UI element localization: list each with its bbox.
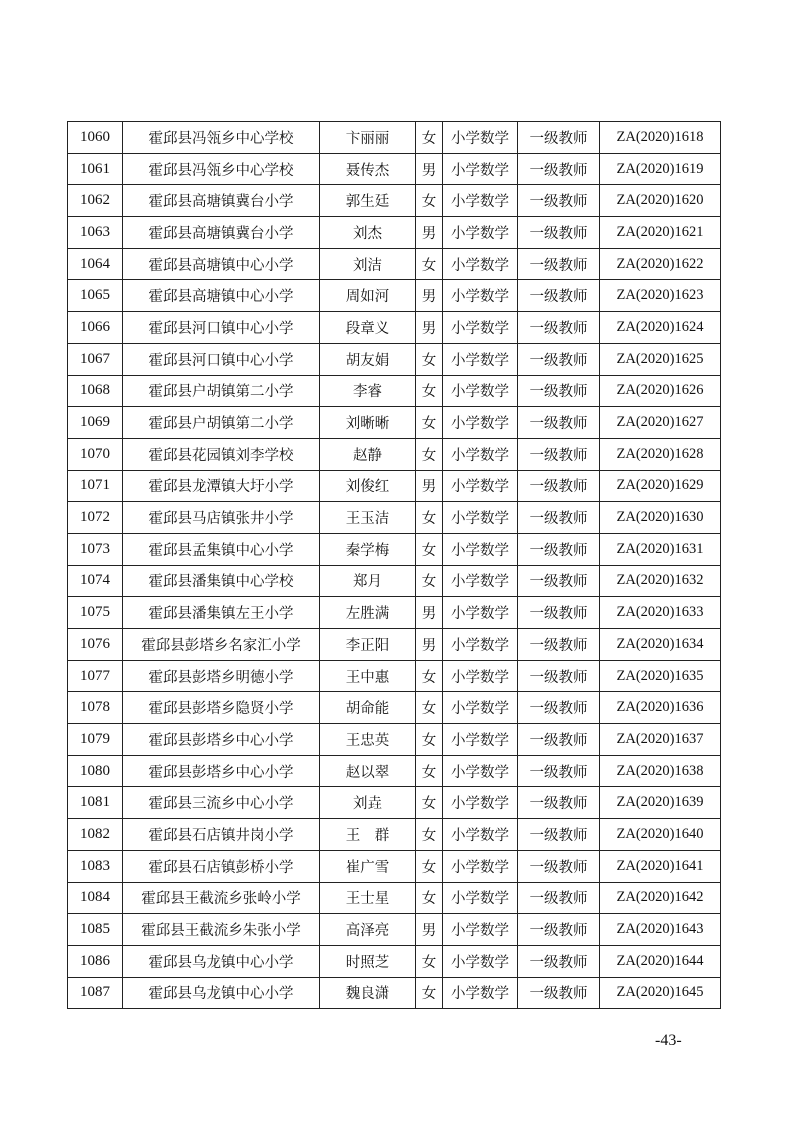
subject-cell: 小学数学 bbox=[443, 122, 518, 154]
table-row bbox=[68, 217, 721, 249]
teacher-name-cell: 高泽亮 bbox=[320, 914, 416, 946]
row-number-cell: 1079 bbox=[68, 724, 123, 756]
table-row bbox=[68, 629, 721, 661]
subject-cell: 小学数学 bbox=[443, 819, 518, 851]
row-number-cell: 1081 bbox=[68, 787, 123, 819]
school-cell: 霍邱县王截流乡朱张小学 bbox=[123, 914, 320, 946]
teacher-name-cell: 李睿 bbox=[320, 375, 416, 407]
table-row bbox=[68, 375, 721, 407]
subject-cell: 小学数学 bbox=[443, 977, 518, 1009]
table-row bbox=[68, 248, 721, 280]
subject-cell: 小学数学 bbox=[443, 597, 518, 629]
gender-cell: 女 bbox=[416, 882, 443, 914]
table-row bbox=[68, 724, 721, 756]
gender-cell: 男 bbox=[416, 280, 443, 312]
teacher-name-cell: 胡友娟 bbox=[320, 343, 416, 375]
title-cell: 一级教师 bbox=[518, 438, 600, 470]
table-row bbox=[68, 343, 721, 375]
table-row bbox=[68, 407, 721, 439]
row-number-cell: 1087 bbox=[68, 977, 123, 1009]
school-cell: 霍邱县高塘镇中心小学 bbox=[123, 280, 320, 312]
row-number-cell: 1076 bbox=[68, 629, 123, 661]
teacher-name-cell: 赵静 bbox=[320, 438, 416, 470]
title-cell: 一级教师 bbox=[518, 977, 600, 1009]
teacher-name-cell: 刘晰晰 bbox=[320, 407, 416, 439]
table-row bbox=[68, 692, 721, 724]
certificate-number-cell: ZA(2020)1624 bbox=[600, 312, 721, 344]
table-row bbox=[68, 945, 721, 977]
subject-cell: 小学数学 bbox=[443, 185, 518, 217]
gender-cell: 女 bbox=[416, 185, 443, 217]
row-number-cell: 1065 bbox=[68, 280, 123, 312]
subject-cell: 小学数学 bbox=[443, 470, 518, 502]
subject-cell: 小学数学 bbox=[443, 692, 518, 724]
school-cell: 霍邱县石店镇井岗小学 bbox=[123, 819, 320, 851]
subject-cell: 小学数学 bbox=[443, 724, 518, 756]
school-cell: 霍邱县冯瓴乡中心学校 bbox=[123, 122, 320, 154]
school-cell: 霍邱县石店镇彭桥小学 bbox=[123, 850, 320, 882]
title-cell: 一级教师 bbox=[518, 692, 600, 724]
row-number-cell: 1077 bbox=[68, 660, 123, 692]
school-cell: 霍邱县龙潭镇大圩小学 bbox=[123, 470, 320, 502]
teacher-name-cell: 王士星 bbox=[320, 882, 416, 914]
certificate-number-cell: ZA(2020)1621 bbox=[600, 217, 721, 249]
table-row bbox=[68, 787, 721, 819]
subject-cell: 小学数学 bbox=[443, 438, 518, 470]
school-cell: 霍邱县彭塔乡隐贤小学 bbox=[123, 692, 320, 724]
table-row bbox=[68, 819, 721, 851]
teacher-name-cell: 胡命能 bbox=[320, 692, 416, 724]
certificate-number-cell: ZA(2020)1622 bbox=[600, 248, 721, 280]
title-cell: 一级教师 bbox=[518, 470, 600, 502]
title-cell: 一级教师 bbox=[518, 502, 600, 534]
row-number-cell: 1064 bbox=[68, 248, 123, 280]
title-cell: 一级教师 bbox=[518, 407, 600, 439]
row-number-cell: 1084 bbox=[68, 882, 123, 914]
subject-cell: 小学数学 bbox=[443, 217, 518, 249]
gender-cell: 男 bbox=[416, 217, 443, 249]
gender-cell: 女 bbox=[416, 375, 443, 407]
certificate-number-cell: ZA(2020)1645 bbox=[600, 977, 721, 1009]
gender-cell: 女 bbox=[416, 755, 443, 787]
gender-cell: 女 bbox=[416, 122, 443, 154]
gender-cell: 男 bbox=[416, 914, 443, 946]
teacher-name-cell: 卞丽丽 bbox=[320, 122, 416, 154]
subject-cell: 小学数学 bbox=[443, 945, 518, 977]
certificate-number-cell: ZA(2020)1619 bbox=[600, 153, 721, 185]
row-number-cell: 1085 bbox=[68, 914, 123, 946]
title-cell: 一级教师 bbox=[518, 533, 600, 565]
teacher-name-cell: 刘俊红 bbox=[320, 470, 416, 502]
title-cell: 一级教师 bbox=[518, 724, 600, 756]
teacher-name-cell: 王 群 bbox=[320, 819, 416, 851]
title-cell: 一级教师 bbox=[518, 660, 600, 692]
row-number-cell: 1078 bbox=[68, 692, 123, 724]
row-number-cell: 1075 bbox=[68, 597, 123, 629]
teacher-name-cell: 刘洁 bbox=[320, 248, 416, 280]
table-row bbox=[68, 438, 721, 470]
table-row bbox=[68, 280, 721, 312]
title-cell: 一级教师 bbox=[518, 280, 600, 312]
school-cell: 霍邱县马店镇张井小学 bbox=[123, 502, 320, 534]
subject-cell: 小学数学 bbox=[443, 787, 518, 819]
school-cell: 霍邱县孟集镇中心小学 bbox=[123, 533, 320, 565]
subject-cell: 小学数学 bbox=[443, 407, 518, 439]
row-number-cell: 1083 bbox=[68, 850, 123, 882]
gender-cell: 女 bbox=[416, 533, 443, 565]
subject-cell: 小学数学 bbox=[443, 660, 518, 692]
gender-cell: 女 bbox=[416, 438, 443, 470]
gender-cell: 女 bbox=[416, 407, 443, 439]
school-cell: 霍邱县三流乡中心小学 bbox=[123, 787, 320, 819]
table-row bbox=[68, 660, 721, 692]
school-cell: 霍邱县彭塔乡明德小学 bbox=[123, 660, 320, 692]
certificate-number-cell: ZA(2020)1641 bbox=[600, 850, 721, 882]
title-cell: 一级教师 bbox=[518, 122, 600, 154]
teacher-list-table bbox=[67, 121, 721, 1009]
row-number-cell: 1073 bbox=[68, 533, 123, 565]
certificate-number-cell: ZA(2020)1638 bbox=[600, 755, 721, 787]
table-row bbox=[68, 850, 721, 882]
title-cell: 一级教师 bbox=[518, 312, 600, 344]
row-number-cell: 1080 bbox=[68, 755, 123, 787]
gender-cell: 男 bbox=[416, 470, 443, 502]
teacher-name-cell: 秦学梅 bbox=[320, 533, 416, 565]
teacher-name-cell: 崔广雪 bbox=[320, 850, 416, 882]
title-cell: 一级教师 bbox=[518, 819, 600, 851]
certificate-number-cell: ZA(2020)1625 bbox=[600, 343, 721, 375]
teacher-name-cell: 王玉洁 bbox=[320, 502, 416, 534]
certificate-number-cell: ZA(2020)1629 bbox=[600, 470, 721, 502]
gender-cell: 女 bbox=[416, 248, 443, 280]
school-cell: 霍邱县高塘镇冀台小学 bbox=[123, 185, 320, 217]
subject-cell: 小学数学 bbox=[443, 533, 518, 565]
teacher-name-cell: 周如河 bbox=[320, 280, 416, 312]
school-cell: 霍邱县潘集镇中心学校 bbox=[123, 565, 320, 597]
title-cell: 一级教师 bbox=[518, 153, 600, 185]
table-row bbox=[68, 312, 721, 344]
certificate-number-cell: ZA(2020)1626 bbox=[600, 375, 721, 407]
certificate-number-cell: ZA(2020)1632 bbox=[600, 565, 721, 597]
school-cell: 霍邱县乌龙镇中心小学 bbox=[123, 977, 320, 1009]
school-cell: 霍邱县河口镇中心小学 bbox=[123, 312, 320, 344]
subject-cell: 小学数学 bbox=[443, 629, 518, 661]
row-number-cell: 1068 bbox=[68, 375, 123, 407]
table-row bbox=[68, 565, 721, 597]
subject-cell: 小学数学 bbox=[443, 375, 518, 407]
certificate-number-cell: ZA(2020)1633 bbox=[600, 597, 721, 629]
certificate-number-cell: ZA(2020)1637 bbox=[600, 724, 721, 756]
table-body bbox=[68, 122, 721, 1009]
teacher-name-cell: 刘杰 bbox=[320, 217, 416, 249]
gender-cell: 女 bbox=[416, 819, 443, 851]
teacher-name-cell: 郑月 bbox=[320, 565, 416, 597]
title-cell: 一级教师 bbox=[518, 343, 600, 375]
gender-cell: 女 bbox=[416, 565, 443, 597]
certificate-number-cell: ZA(2020)1628 bbox=[600, 438, 721, 470]
gender-cell: 女 bbox=[416, 343, 443, 375]
title-cell: 一级教师 bbox=[518, 629, 600, 661]
subject-cell: 小学数学 bbox=[443, 280, 518, 312]
table-row bbox=[68, 502, 721, 534]
row-number-cell: 1070 bbox=[68, 438, 123, 470]
subject-cell: 小学数学 bbox=[443, 755, 518, 787]
row-number-cell: 1060 bbox=[68, 122, 123, 154]
gender-cell: 女 bbox=[416, 660, 443, 692]
school-cell: 霍邱县彭塔乡名家汇小学 bbox=[123, 629, 320, 661]
subject-cell: 小学数学 bbox=[443, 248, 518, 280]
school-cell: 霍邱县乌龙镇中心小学 bbox=[123, 945, 320, 977]
row-number-cell: 1071 bbox=[68, 470, 123, 502]
table-row bbox=[68, 153, 721, 185]
row-number-cell: 1069 bbox=[68, 407, 123, 439]
row-number-cell: 1082 bbox=[68, 819, 123, 851]
title-cell: 一级教师 bbox=[518, 185, 600, 217]
table-row bbox=[68, 533, 721, 565]
gender-cell: 女 bbox=[416, 977, 443, 1009]
certificate-number-cell: ZA(2020)1636 bbox=[600, 692, 721, 724]
row-number-cell: 1072 bbox=[68, 502, 123, 534]
certificate-number-cell: ZA(2020)1623 bbox=[600, 280, 721, 312]
teacher-name-cell: 时照芝 bbox=[320, 945, 416, 977]
table-row bbox=[68, 122, 721, 154]
subject-cell: 小学数学 bbox=[443, 565, 518, 597]
table-row bbox=[68, 470, 721, 502]
certificate-number-cell: ZA(2020)1618 bbox=[600, 122, 721, 154]
teacher-name-cell: 王中惠 bbox=[320, 660, 416, 692]
table-row bbox=[68, 597, 721, 629]
certificate-number-cell: ZA(2020)1634 bbox=[600, 629, 721, 661]
teacher-name-cell: 段章义 bbox=[320, 312, 416, 344]
certificate-number-cell: ZA(2020)1630 bbox=[600, 502, 721, 534]
row-number-cell: 1061 bbox=[68, 153, 123, 185]
title-cell: 一级教师 bbox=[518, 882, 600, 914]
teacher-name-cell: 魏良潇 bbox=[320, 977, 416, 1009]
certificate-number-cell: ZA(2020)1643 bbox=[600, 914, 721, 946]
school-cell: 霍邱县王截流乡张岭小学 bbox=[123, 882, 320, 914]
gender-cell: 女 bbox=[416, 945, 443, 977]
title-cell: 一级教师 bbox=[518, 217, 600, 249]
subject-cell: 小学数学 bbox=[443, 312, 518, 344]
gender-cell: 男 bbox=[416, 629, 443, 661]
title-cell: 一级教师 bbox=[518, 248, 600, 280]
table-row bbox=[68, 914, 721, 946]
gender-cell: 女 bbox=[416, 787, 443, 819]
row-number-cell: 1063 bbox=[68, 217, 123, 249]
title-cell: 一级教师 bbox=[518, 850, 600, 882]
title-cell: 一级教师 bbox=[518, 597, 600, 629]
school-cell: 霍邱县高塘镇冀台小学 bbox=[123, 217, 320, 249]
teacher-name-cell: 李正阳 bbox=[320, 629, 416, 661]
certificate-number-cell: ZA(2020)1627 bbox=[600, 407, 721, 439]
title-cell: 一级教师 bbox=[518, 914, 600, 946]
school-cell: 霍邱县冯瓴乡中心学校 bbox=[123, 153, 320, 185]
row-number-cell: 1074 bbox=[68, 565, 123, 597]
subject-cell: 小学数学 bbox=[443, 502, 518, 534]
teacher-name-cell: 郭生廷 bbox=[320, 185, 416, 217]
certificate-number-cell: ZA(2020)1640 bbox=[600, 819, 721, 851]
school-cell: 霍邱县花园镇刘李学校 bbox=[123, 438, 320, 470]
table-row bbox=[68, 882, 721, 914]
row-number-cell: 1086 bbox=[68, 945, 123, 977]
gender-cell: 男 bbox=[416, 153, 443, 185]
certificate-number-cell: ZA(2020)1631 bbox=[600, 533, 721, 565]
gender-cell: 女 bbox=[416, 850, 443, 882]
certificate-number-cell: ZA(2020)1642 bbox=[600, 882, 721, 914]
table-row bbox=[68, 185, 721, 217]
subject-cell: 小学数学 bbox=[443, 343, 518, 375]
teacher-name-cell: 刘垚 bbox=[320, 787, 416, 819]
subject-cell: 小学数学 bbox=[443, 882, 518, 914]
row-number-cell: 1067 bbox=[68, 343, 123, 375]
school-cell: 霍邱县户胡镇第二小学 bbox=[123, 407, 320, 439]
certificate-number-cell: ZA(2020)1639 bbox=[600, 787, 721, 819]
teacher-name-cell: 左胜满 bbox=[320, 597, 416, 629]
teacher-name-cell: 王忠英 bbox=[320, 724, 416, 756]
school-cell: 霍邱县彭塔乡中心小学 bbox=[123, 755, 320, 787]
gender-cell: 男 bbox=[416, 312, 443, 344]
gender-cell: 男 bbox=[416, 597, 443, 629]
school-cell: 霍邱县潘集镇左王小学 bbox=[123, 597, 320, 629]
table-row bbox=[68, 755, 721, 787]
title-cell: 一级教师 bbox=[518, 787, 600, 819]
title-cell: 一级教师 bbox=[518, 755, 600, 787]
certificate-number-cell: ZA(2020)1620 bbox=[600, 185, 721, 217]
subject-cell: 小学数学 bbox=[443, 850, 518, 882]
school-cell: 霍邱县彭塔乡中心小学 bbox=[123, 724, 320, 756]
table-row bbox=[68, 977, 721, 1009]
teacher-name-cell: 聂传杰 bbox=[320, 153, 416, 185]
title-cell: 一级教师 bbox=[518, 375, 600, 407]
certificate-number-cell: ZA(2020)1635 bbox=[600, 660, 721, 692]
row-number-cell: 1062 bbox=[68, 185, 123, 217]
subject-cell: 小学数学 bbox=[443, 153, 518, 185]
title-cell: 一级教师 bbox=[518, 945, 600, 977]
gender-cell: 女 bbox=[416, 692, 443, 724]
certificate-number-cell: ZA(2020)1644 bbox=[600, 945, 721, 977]
school-cell: 霍邱县高塘镇中心小学 bbox=[123, 248, 320, 280]
teacher-name-cell: 赵以翠 bbox=[320, 755, 416, 787]
row-number-cell: 1066 bbox=[68, 312, 123, 344]
page-number: -43- bbox=[655, 1032, 682, 1049]
gender-cell: 女 bbox=[416, 502, 443, 534]
gender-cell: 女 bbox=[416, 724, 443, 756]
school-cell: 霍邱县户胡镇第二小学 bbox=[123, 375, 320, 407]
title-cell: 一级教师 bbox=[518, 565, 600, 597]
school-cell: 霍邱县河口镇中心小学 bbox=[123, 343, 320, 375]
subject-cell: 小学数学 bbox=[443, 914, 518, 946]
